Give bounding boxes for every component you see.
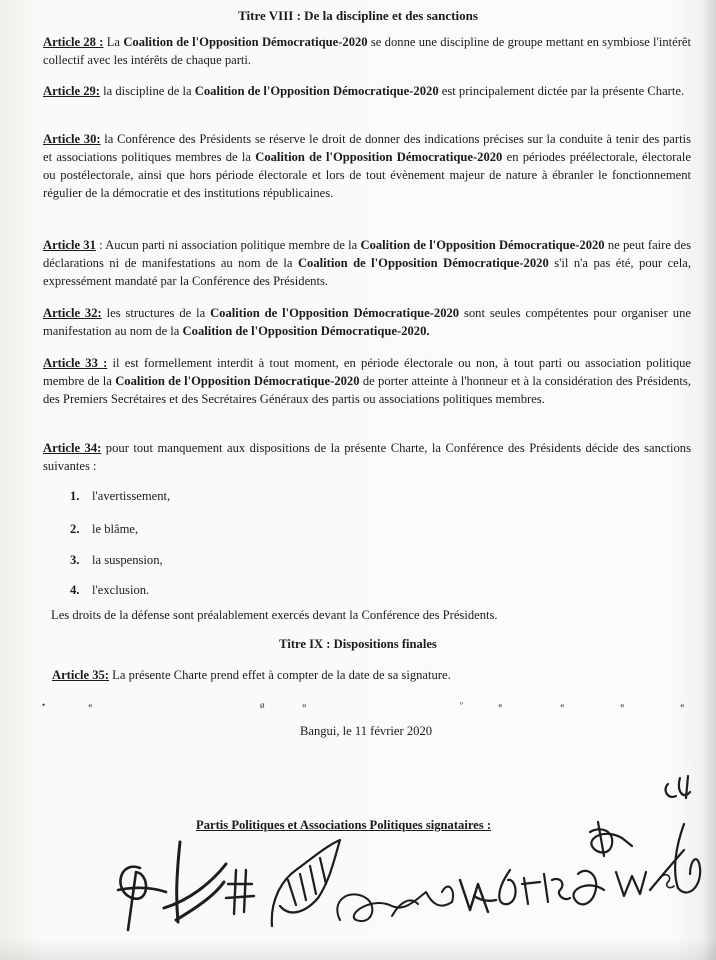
- signature-1: [118, 867, 166, 930]
- sanction-text: l'exclusion.: [92, 583, 150, 597]
- article-29-text: la discipline de la: [100, 84, 195, 98]
- signature-10: [666, 776, 701, 892]
- signature-3: [226, 870, 254, 914]
- article-28-text: se donne une discipline de groupe mettant en symbiose l'intérêt collectif avec les intérêts de chaque parti.: [43, 35, 691, 67]
- sanction-text: le blâme,: [92, 522, 139, 536]
- article-30-text: en périodes préélectorale, électorale ou postélectorale, ainsi que hors période électorale et lors de tout évènement majeur de nature à ébranler le fonctionnement régulier de la démocratie et des institutions républicaines.: [43, 150, 691, 200]
- place-date: Bangui, le 11 février 2020: [299, 724, 433, 738]
- article-32-text: les structures de la: [101, 306, 211, 320]
- coalition-name: Coalition de l'Opposition Démocratique-2020.: [182, 324, 430, 338]
- article-30-label: Article 30:: [43, 132, 101, 146]
- article-31-text: ne peut faire des déclarations ni de manifestations au nom de la: [43, 238, 691, 270]
- article-31-text: : Aucun parti ni association politique membre de la: [95, 238, 361, 252]
- article-33-text: de porter atteinte à l'honneur et à la considération des Présidents, des Premiers Secrétaires et des Secrétaires Généraux des partis ou associations politiques membres.: [43, 374, 691, 406]
- coalition-name: Coalition de l'Opposition Démocratique-2020: [255, 150, 503, 164]
- title-viii: Titre VIII : De la discipline et des sanctions: [238, 8, 478, 23]
- coalition-name: Coalition de l'Opposition Démocratique-2020: [123, 35, 368, 49]
- article-32-label: Article 32:: [43, 306, 102, 320]
- dotted-line: • « ø « º « « « «: [42, 700, 685, 710]
- initials-mark: [662, 875, 674, 888]
- article-34-text: pour tout manquement aux dispositions de la présente Charte, la Conférence des Présidents décide des sanctions suivantes :: [43, 441, 691, 473]
- article-33-text: il est formellement interdit à tout moment, en période électorale ou non, à tout parti ou association politique membre de la: [43, 356, 692, 388]
- article-35-label: Article 35:: [52, 668, 109, 682]
- article-31-text: s'il n'a pas été, pour cela, expressément mandaté par la Conférence des Présidents.: [43, 256, 691, 288]
- article-29-text: est principalement dictée par la présente Charte.: [438, 84, 685, 98]
- article-31-label: Article 31: [43, 238, 96, 252]
- signature-4: [272, 840, 340, 926]
- page-bottom-shadow: [0, 938, 716, 960]
- sanction-number: 1.: [70, 489, 80, 503]
- coalition-name: Coalition de l'Opposition Démocratique-2020: [210, 306, 460, 320]
- coalition-name: Coalition de l'Opposition Démocratique-2020: [115, 374, 360, 388]
- article-32-text: sont seules compétentes pour organiser une manifestation au nom de la: [43, 306, 691, 338]
- coalition-name: Coalition de l'Opposition Démocratique-2020: [297, 256, 549, 270]
- coalition-name: Coalition de l'Opposition Démocratique-2020: [194, 84, 439, 98]
- article-34-label: Article 34:: [43, 441, 102, 455]
- signature-2: [164, 842, 226, 922]
- sanction-text: la suspension,: [92, 553, 163, 567]
- title-ix: Titre IX : Dispositions finales: [279, 637, 437, 651]
- article-30-text: la Conférence des Présidents se réserve le droit de donner des indications précises sur la conduite à tenir des partis et associations politiques membres de la: [43, 132, 691, 164]
- article-33-label: Article 33 :: [43, 356, 108, 370]
- signature-9: [616, 850, 684, 896]
- defense-note: Les droits de la défense sont préalablement exercés devant la Conférence des Présidents.: [51, 608, 498, 622]
- signatories-heading: Partis Politiques et Associations Politiques signataires :: [196, 818, 492, 832]
- signature-7: [499, 870, 570, 904]
- sanction-number: 4.: [70, 583, 80, 597]
- signature-6: [460, 880, 496, 912]
- sanction-text: l'avertissement,: [92, 489, 171, 503]
- article-28-label: Article 28 :: [43, 35, 104, 49]
- signature-5: [337, 887, 453, 922]
- coalition-name: Coalition de l'Opposition Démocratique-2020: [360, 238, 605, 252]
- sanction-number: 3.: [70, 553, 80, 567]
- article-29-label: Article 29:: [43, 84, 100, 98]
- sanction-number: 2.: [70, 522, 80, 536]
- article-28-text: La: [103, 35, 124, 49]
- article-35-text: La présente Charte prend effet à compter de la date de sa signature.: [109, 668, 451, 682]
